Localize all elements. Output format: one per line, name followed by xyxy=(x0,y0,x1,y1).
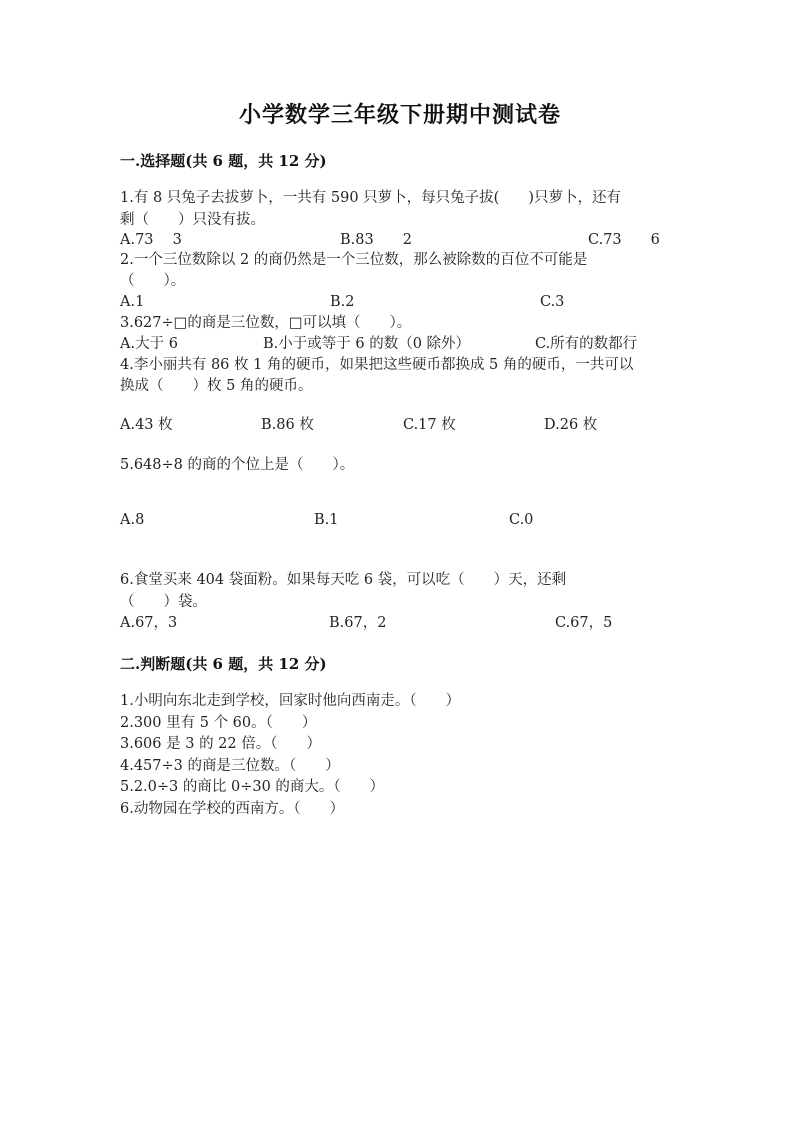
question-2-options xyxy=(120,292,720,312)
option-c: C.所有的数都行 xyxy=(535,336,638,352)
judge-question-4: 4.457÷3 的商是三位数。（ ） xyxy=(120,758,340,774)
question-4-line-2: 换成（ ）枚 5 角的硬币。 xyxy=(120,378,313,394)
question-3-options xyxy=(120,334,720,354)
option-b: B.83 2 xyxy=(340,232,412,248)
question-1-line-2: 剩（ ）只没有拔。 xyxy=(120,212,265,228)
section-heading-judge: 二.判断题(共 6 题，共 12 分) xyxy=(120,655,327,673)
question-2-line-1: 2.一个三位数除以 2 的商仍然是一个三位数，那么被除数的百位不可能是 xyxy=(120,252,588,268)
option-b: B.86 枚 xyxy=(261,417,314,433)
question-2-line-2: （ ）。 xyxy=(120,273,186,289)
option-c: C.17 枚 xyxy=(403,417,456,433)
option-c: C.3 xyxy=(540,294,565,310)
option-b: B.1 xyxy=(314,512,339,528)
judge-question-5: 5.2.0÷3 的商比 0÷30 的商大。（ ） xyxy=(120,779,385,795)
page-title: 小学数学三年级下册期中测试卷 xyxy=(238,102,561,128)
option-b: B.小于或等于 6 的数（0 除外） xyxy=(263,336,471,352)
option-c: C.67，5 xyxy=(555,615,613,631)
option-a: A.1 xyxy=(120,294,145,310)
question-1-line-1: 1.有 8 只兔子去拔萝卜，一共有 590 只萝卜，每只兔子拔( )只萝卜，还有 xyxy=(120,190,621,206)
question-5-options xyxy=(120,510,720,530)
question-6-options xyxy=(120,613,720,633)
judge-question-6: 6.动物园在学校的西南方。（ ） xyxy=(120,801,345,817)
option-a: A.大于 6 xyxy=(120,336,178,352)
question-6-line-2: （ ）袋。 xyxy=(120,594,207,610)
option-a: A.67，3 xyxy=(120,615,178,631)
section-heading-choice: 一.选择题(共 6 题，共 12 分) xyxy=(120,152,327,170)
question-5-line-1: 5.648÷8 的商的个位上是（ ）。 xyxy=(120,457,355,473)
option-c: C.0 xyxy=(509,512,534,528)
option-d: D.26 枚 xyxy=(544,417,598,433)
judge-question-2: 2.300 里有 5 个 60。（ ） xyxy=(120,715,317,731)
judge-question-3: 3.606 是 3 的 22 倍。（ ） xyxy=(120,736,321,752)
option-a: A.8 xyxy=(120,512,145,528)
option-b: B.2 xyxy=(330,294,355,310)
question-3-line-1: 3.627÷□的商是三位数，□可以填（ ）。 xyxy=(120,315,412,331)
question-6-line-1: 6.食堂买来 404 袋面粉。如果每天吃 6 袋，可以吃（ ）天，还剩 xyxy=(120,572,567,588)
question-4-line-1: 4.李小丽共有 86 枚 1 角的硬币，如果把这些硬币都换成 5 角的硬币，一共可以 xyxy=(120,357,634,373)
question-1-options xyxy=(120,230,720,250)
question-4-options xyxy=(120,415,720,435)
option-a: A.73 3 xyxy=(120,232,182,248)
option-a: A.43 枚 xyxy=(120,417,173,433)
option-b: B.67，2 xyxy=(329,615,387,631)
option-c: C.73 6 xyxy=(588,232,660,248)
judge-question-1: 1.小明向东北走到学校，回家时他向西南走。（ ） xyxy=(120,693,461,709)
